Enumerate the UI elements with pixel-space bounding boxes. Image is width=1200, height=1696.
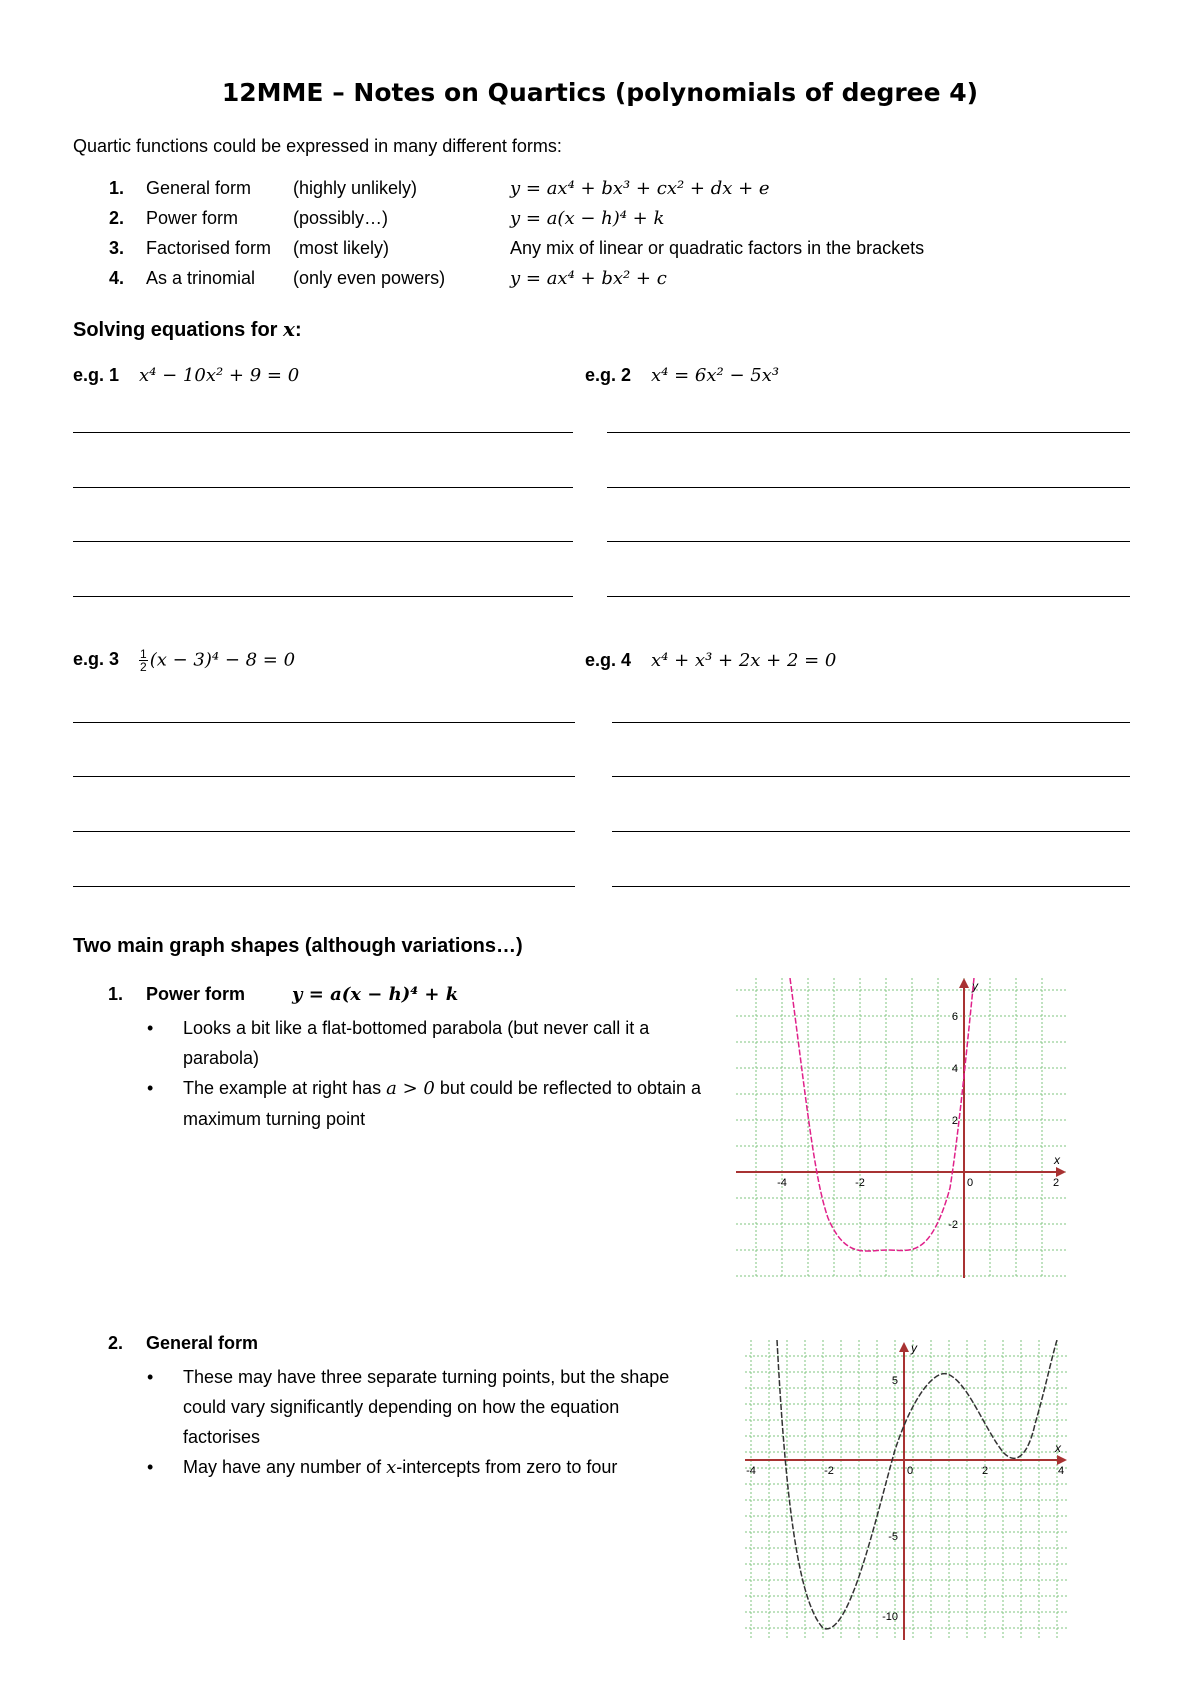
example-equation: (x − 3)⁴ − 8 = 0 (149, 649, 296, 671)
form-equation: y = ax⁴ + bx² + c (510, 268, 667, 289)
form-item (73, 238, 1113, 268)
axis-label-y: y (972, 979, 978, 993)
graph-grid (736, 978, 1066, 1278)
shape-1-bullets (145, 1013, 725, 1134)
answer-line[interactable] (612, 831, 1130, 832)
graph-power-form (736, 978, 1066, 1278)
form-name: Factorised form (146, 238, 272, 258)
forms-list (73, 178, 1113, 298)
axis-label-y: y (911, 1341, 917, 1355)
tick-label: -4 (777, 1177, 787, 1189)
axis-label-x: x (1055, 1441, 1061, 1455)
tick-label: -4 (746, 1465, 756, 1477)
form-note: (possibly…) (293, 208, 389, 228)
example-4 (585, 650, 836, 671)
form-number: 4. (109, 268, 125, 288)
form-name: General form (146, 178, 252, 198)
bullet-math: a > 0 (386, 1078, 435, 1099)
graph-shapes-heading: Two main graph shapes (although variations…) (73, 935, 523, 957)
answer-line[interactable] (607, 541, 1130, 542)
tick-label: 0 (906, 1465, 914, 1477)
tick-label: -2 (855, 1177, 865, 1189)
form-equation: y = a(x − h)⁴ + k (510, 208, 665, 229)
form-item (73, 208, 1113, 238)
form-number: 3. (109, 238, 125, 258)
tick-label: 4 (1057, 1465, 1065, 1477)
bullet-item (145, 1452, 690, 1483)
answer-line[interactable] (73, 831, 575, 832)
bullet-math: x (386, 1457, 397, 1478)
answer-line[interactable] (73, 596, 573, 597)
solving-heading-text: Solving equations for (73, 319, 284, 341)
form-name: Power form (146, 208, 239, 228)
example-1 (73, 365, 299, 386)
shape-equation: y = a(x − h)⁴ + k (292, 984, 459, 1005)
shape-2-heading (108, 1333, 668, 1363)
example-equation: x⁴ = 6x² − 5x³ (651, 365, 780, 386)
tick-label: -10 (882, 1611, 898, 1623)
answer-line[interactable] (612, 776, 1130, 777)
x-axis-arrow (1057, 1455, 1067, 1465)
bullet-item (145, 1073, 725, 1134)
answer-line[interactable] (73, 776, 575, 777)
tick-label: 6 (951, 1011, 958, 1023)
page-title: 12MME – Notes on Quartics (polynomials of degree 4) (221, 78, 979, 107)
y-axis-arrow (959, 978, 969, 988)
bullet-text: -intercepts from zero to four (396, 1457, 618, 1477)
tick-label: 4 (951, 1063, 958, 1075)
shape-1-heading (108, 984, 668, 1014)
example-2 (585, 365, 779, 386)
bullet-text: The example at right has (183, 1078, 387, 1098)
shape-2-bullets (145, 1362, 690, 1483)
answer-line[interactable] (73, 487, 573, 488)
quartic-curve (790, 978, 974, 1251)
y-axis-arrow (899, 1342, 909, 1352)
answer-line[interactable] (73, 886, 575, 887)
answer-line[interactable] (73, 722, 575, 723)
x-axis-arrow (1056, 1167, 1066, 1177)
axis-label-x: x (1054, 1153, 1060, 1167)
tick-label: 2 (981, 1465, 989, 1477)
tick-label: 5 (891, 1375, 898, 1387)
bullet-item: • Looks a bit like a flat-bottomed parabola (but never call it a parabola) (145, 1013, 725, 1073)
example-equation: x⁴ − 10x² + 9 = 0 (139, 365, 300, 386)
form-item (73, 268, 1113, 298)
graph-grid (745, 1340, 1067, 1640)
fraction (139, 648, 148, 673)
answer-line[interactable] (612, 722, 1130, 723)
answer-line[interactable] (607, 432, 1130, 433)
tick-label: -2 (948, 1219, 958, 1231)
bullet-item: • These may have three separate turning points, but the shape could vary significantly depending on how the equation factorises (145, 1362, 690, 1452)
fraction-numerator: 1 (140, 647, 147, 661)
form-equation: Any mix of linear or quadratic factors in the brackets (510, 238, 925, 258)
tick-label: 2 (951, 1115, 958, 1127)
example-3 (73, 648, 295, 673)
shape-name: Power form (146, 984, 246, 1004)
answer-line[interactable] (607, 596, 1130, 597)
example-label: e.g. 2 (585, 365, 632, 385)
tick-label: 2 (1052, 1177, 1060, 1189)
answer-line[interactable] (73, 541, 573, 542)
intro-text: Quartic functions could be expressed in many different forms: (73, 136, 562, 156)
form-item (73, 178, 1113, 208)
answer-line[interactable] (607, 487, 1130, 488)
tick-label: 0 (966, 1177, 974, 1189)
example-label: e.g. 4 (585, 650, 632, 670)
solving-heading-colon: : (294, 319, 302, 341)
tick-label: -2 (824, 1465, 834, 1477)
solving-heading (73, 317, 302, 342)
form-number: 2. (109, 208, 125, 228)
example-label: e.g. 1 (73, 365, 120, 385)
answer-line[interactable] (612, 886, 1130, 887)
form-name: As a trinomial (146, 268, 256, 288)
shape-number: 2. (108, 1333, 124, 1353)
shape-number: 1. (108, 984, 124, 1004)
form-number: 1. (109, 178, 125, 198)
form-note: (only even powers) (293, 268, 446, 288)
form-note: (most likely) (293, 238, 390, 258)
shape-name: General form (146, 1333, 259, 1353)
bullet-text: May have any number of (183, 1457, 387, 1477)
tick-label: -5 (888, 1531, 898, 1543)
example-equation: x⁴ + x³ + 2x + 2 = 0 (651, 650, 837, 671)
fraction-denominator: 2 (140, 660, 147, 674)
example-label: e.g. 3 (73, 649, 120, 670)
bullet-text: but could be reflected to obtain a maximum turning point (183, 1078, 702, 1129)
form-equation: y = ax⁴ + bx³ + cx² + dx + e (510, 178, 770, 199)
graph-general-form (745, 1340, 1067, 1640)
solving-heading-var: x (283, 317, 295, 341)
answer-line[interactable] (73, 432, 573, 433)
form-note: (highly unlikely) (293, 178, 418, 198)
